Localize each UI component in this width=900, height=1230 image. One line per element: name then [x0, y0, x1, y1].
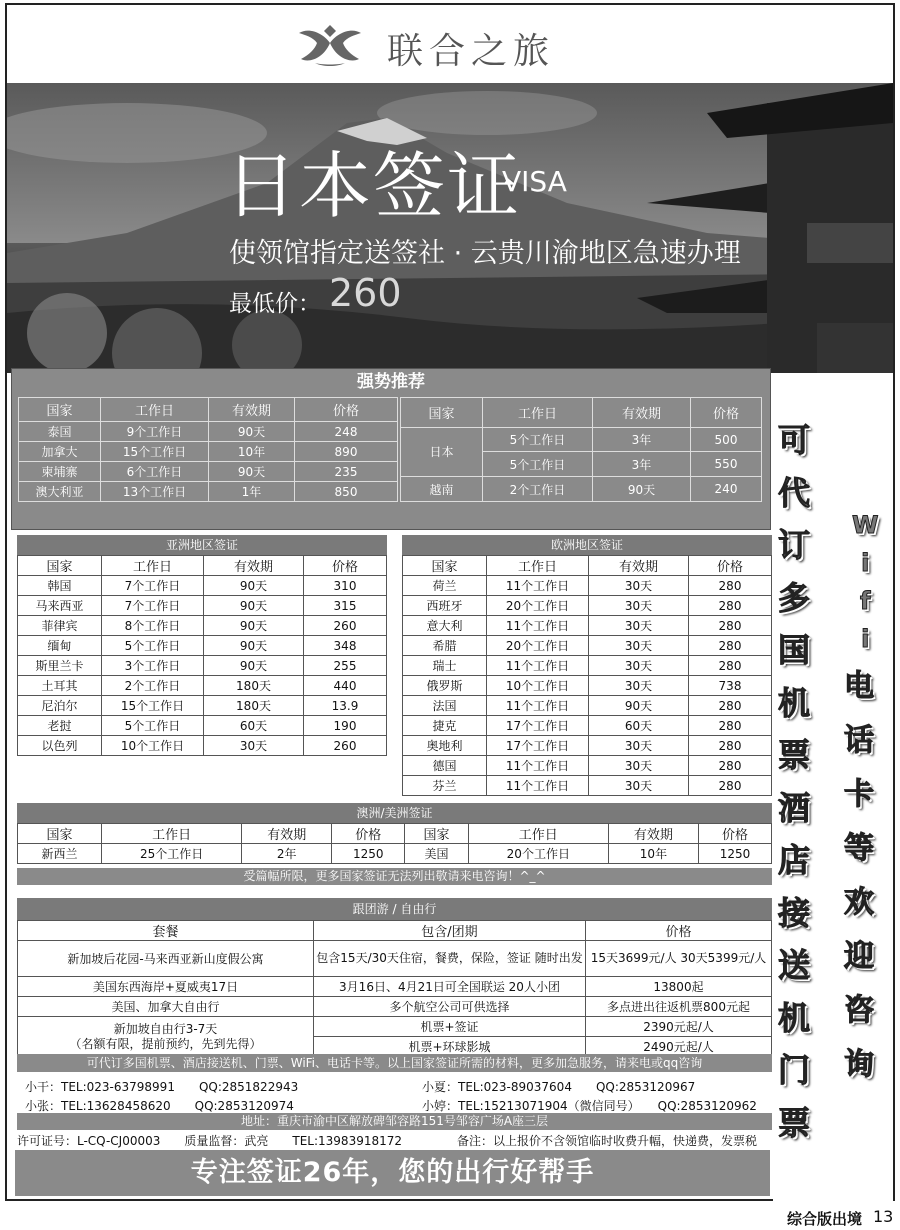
table-row [401, 477, 762, 502]
cell-validity: 30天 [589, 676, 689, 696]
visa-note: 受篇幅所限，更多国家签证无法列出敬请来电咨询！^_^ [17, 868, 772, 885]
table-row [403, 776, 772, 796]
featured-table-left [18, 397, 398, 502]
cell-price: 348 [304, 636, 387, 656]
cell-workdays: 25个工作日 [102, 844, 242, 864]
tours-section [17, 898, 772, 1057]
cell-workdays: 11个工作日 [487, 576, 589, 596]
cell-price: 280 [689, 716, 772, 736]
header-validity: 有效期 [209, 398, 295, 422]
cell-workdays: 8个工作日 [102, 616, 204, 636]
header-country: 国家 [18, 824, 102, 844]
cell-country: 澳大利亚 [19, 482, 101, 502]
cell-includes: 3月16日、4月21日可全国联运 20人小团 [314, 977, 586, 997]
cell-package: 新加坡后花园-马来西亚新山度假公寓 [18, 941, 314, 977]
cell-workdays: 20个工作日 [487, 636, 589, 656]
cell-country: 德国 [403, 756, 487, 776]
cell-validity: 90天 [204, 656, 304, 676]
table-row [403, 596, 772, 616]
cell-country: 以色列 [18, 736, 102, 756]
cell-price: 多点进出往返机票800元起 [586, 997, 772, 1017]
cell-price: 260 [304, 736, 387, 756]
side-char: f [860, 587, 871, 615]
cell-price: 280 [689, 656, 772, 676]
cell-workdays: 15个工作日 [102, 696, 204, 716]
table-row [403, 736, 772, 756]
cell-workdays: 6个工作日 [101, 462, 209, 482]
cell-country: 日本 [401, 427, 483, 477]
table-row [19, 442, 398, 462]
contact-zhang: 小张：TEL:13628458620 QQ:2853120974 [25, 1099, 294, 1113]
tours-table [17, 920, 772, 1057]
side-char: 电 [844, 669, 874, 704]
cell-workdays: 2个工作日 [483, 477, 593, 502]
cell-price: 1250 [699, 844, 772, 864]
cell-price: 440 [304, 676, 387, 696]
cell-workdays: 5个工作日 [102, 716, 204, 736]
header-price: 价格 [295, 398, 398, 422]
side-char: 门 [778, 1051, 811, 1089]
header-validity: 有效期 [589, 556, 689, 576]
cell-validity: 1年 [209, 482, 295, 502]
cell-validity: 90天 [593, 477, 691, 502]
cell-validity: 60天 [204, 716, 304, 736]
table-row [18, 736, 387, 756]
hero-price-label: 最低价： [229, 291, 321, 317]
service-note: 可代订多国机票、酒店接送机、门票、WiFi、电话卡等。以上国家签证所需的材料，更多加急服务，请来电或qq咨询 [17, 1054, 772, 1072]
cell-price: 2390元起/人 [586, 1017, 772, 1037]
header-price: 价格 [304, 556, 387, 576]
header-price: 价格 [691, 398, 762, 428]
cell-country: 新西兰 [18, 844, 102, 864]
table-row [403, 636, 772, 656]
side-char: 接 [778, 893, 811, 932]
header-workdays: 工作日 [487, 556, 589, 576]
cell-validity: 90天 [204, 596, 304, 616]
header-workdays: 工作日 [468, 824, 608, 844]
table-row [403, 676, 772, 696]
header-workdays: 工作日 [102, 824, 242, 844]
table-row [18, 977, 772, 997]
side-char: 询 [844, 1047, 874, 1082]
cell-country: 斯里兰卡 [18, 656, 102, 676]
side-char: 多 [778, 578, 811, 617]
cell-validity: 30天 [589, 576, 689, 596]
oceania-america-section [17, 803, 772, 864]
cell-includes: 多个航空公司可供选择 [314, 997, 586, 1017]
featured-title: 强势推荐 [357, 372, 425, 392]
table-row [18, 656, 387, 676]
cell-package: 美国东西海岸+夏威夷17日 [18, 977, 314, 997]
cell-workdays: 10个工作日 [487, 676, 589, 696]
header-validity: 有效期 [242, 824, 332, 844]
table-row [19, 482, 398, 502]
side-char: W [852, 511, 879, 539]
cell-validity: 30天 [589, 636, 689, 656]
cell-price: 890 [295, 442, 398, 462]
cell-country: 韩国 [18, 576, 102, 596]
cell-validity: 60天 [589, 716, 689, 736]
header-price: 价格 [332, 824, 405, 844]
header-country: 国家 [19, 398, 101, 422]
table-row [18, 1017, 772, 1037]
table-row [18, 941, 772, 977]
header-package: 套餐 [18, 921, 314, 941]
table-row [18, 696, 387, 716]
table-row [19, 462, 398, 482]
cell-package: 美国、加拿大自由行 [18, 997, 314, 1017]
cell-price: 280 [689, 756, 772, 776]
cell-validity: 3年 [593, 427, 691, 452]
contact-gan: 小干：TEL:023-63798991 QQ:2851822943 [25, 1080, 299, 1094]
side-text-inquiry [844, 660, 874, 1092]
cell-country: 美国 [405, 844, 469, 864]
featured-panel [11, 368, 771, 530]
section-tag: 综合版出境 [787, 1210, 863, 1228]
cell-validity: 30天 [589, 736, 689, 756]
cell-validity: 90天 [204, 616, 304, 636]
asia-visa-section [17, 535, 387, 756]
header-price: 价格 [586, 921, 772, 941]
brand-header [7, 5, 893, 83]
oceania-title: 澳洲/美洲签证 [17, 803, 772, 823]
cell-price: 550 [691, 452, 762, 477]
cell-country: 芬兰 [403, 776, 487, 796]
cell-price: 280 [689, 636, 772, 656]
contact-xia: 小夏：TEL:023-89037604 QQ:2853120967 [422, 1080, 696, 1094]
tours-title: 跟团游 / 自由行 [17, 898, 772, 920]
cell-workdays: 5个工作日 [102, 636, 204, 656]
table-row [18, 716, 387, 736]
table-row [18, 576, 387, 596]
cell-price: 1250 [332, 844, 405, 864]
header-validity: 有效期 [593, 398, 691, 428]
side-char: 等 [844, 831, 874, 866]
cell-validity: 2年 [242, 844, 332, 864]
cell-country: 土耳其 [18, 676, 102, 696]
header-country: 国家 [18, 556, 102, 576]
side-char: 国 [778, 631, 811, 669]
cell-includes: 机票+签证 [314, 1017, 586, 1037]
address-bar: 地址：重庆市渝中区解放碑邹容路151号邹容广场A座三层 [17, 1113, 772, 1130]
cell-country: 荷兰 [403, 576, 487, 596]
featured-table-right [400, 397, 762, 502]
side-text-wifi [852, 506, 878, 658]
side-char: 店 [778, 841, 811, 879]
side-char: 票 [778, 1103, 811, 1142]
cell-country: 俄罗斯 [403, 676, 487, 696]
table-row [18, 636, 387, 656]
cell-country: 老挝 [18, 716, 102, 736]
cell-workdays: 3个工作日 [102, 656, 204, 676]
cell-workdays: 11个工作日 [487, 696, 589, 716]
cell-country: 柬埔寨 [19, 462, 101, 482]
side-char: 机 [778, 683, 811, 722]
europe-title: 欧洲地区签证 [402, 535, 772, 555]
cell-price: 280 [689, 696, 772, 716]
cell-price: 280 [689, 736, 772, 756]
header-price: 价格 [689, 556, 772, 576]
table-row [18, 844, 772, 864]
cell-workdays: 17个工作日 [487, 736, 589, 756]
header-workdays: 工作日 [102, 556, 204, 576]
europe-table [402, 555, 772, 796]
cell-workdays: 13个工作日 [101, 482, 209, 502]
table-row [403, 716, 772, 736]
header-country: 国家 [401, 398, 483, 428]
table-row [18, 616, 387, 636]
cell-validity: 90天 [209, 422, 295, 442]
side-char: i [861, 549, 870, 577]
cell-country: 缅甸 [18, 636, 102, 656]
cell-validity: 90天 [209, 462, 295, 482]
cell-workdays: 11个工作日 [487, 656, 589, 676]
cell-price: 235 [295, 462, 398, 482]
cell-validity: 30天 [589, 596, 689, 616]
cell-validity: 90天 [204, 576, 304, 596]
cell-country: 意大利 [403, 616, 487, 636]
header-country: 国家 [405, 824, 469, 844]
side-char: 可 [778, 421, 811, 459]
side-char: 迎 [844, 939, 874, 974]
sg-package-note: （名额有限，提前预约，先到先得） [69, 1036, 262, 1051]
cell-price: 500 [691, 427, 762, 452]
cell-package [18, 1017, 314, 1057]
side-char: 代 [778, 473, 811, 512]
cell-country: 加拿大 [19, 442, 101, 462]
table-row [18, 676, 387, 696]
cell-workdays: 10个工作日 [102, 736, 204, 756]
cell-validity: 30天 [589, 776, 689, 796]
side-char: 送 [778, 946, 811, 984]
header-workdays: 工作日 [483, 398, 593, 428]
cell-workdays: 7个工作日 [102, 576, 204, 596]
cell-country: 奥地利 [403, 736, 487, 756]
table-row [403, 576, 772, 596]
brand-name: 联合之旅 [387, 31, 556, 72]
cell-country: 马来西亚 [18, 596, 102, 616]
side-text-booking [778, 414, 810, 1149]
cell-price: 255 [304, 656, 387, 676]
page-number: 13 [873, 1207, 894, 1226]
hero-subtitle: 使领馆指定送签社 · 云贵川渝地区急速办理 [229, 238, 741, 269]
table-row [18, 596, 387, 616]
cell-price: 240 [691, 477, 762, 502]
header-validity: 有效期 [204, 556, 304, 576]
cell-price: 315 [304, 596, 387, 616]
cell-country: 西班牙 [403, 596, 487, 616]
cell-country: 泰国 [19, 422, 101, 442]
slogan-banner: 专注签证26年，您的出行好帮手 [15, 1150, 770, 1196]
cell-price: 280 [689, 616, 772, 636]
brand-logo-icon [295, 19, 365, 67]
table-row [19, 422, 398, 442]
cell-validity: 3年 [593, 452, 691, 477]
cell-workdays: 20个工作日 [468, 844, 608, 864]
cell-price: 2490元起/人 [586, 1037, 772, 1057]
side-char: 欢 [844, 885, 874, 920]
cell-price: 738 [689, 676, 772, 696]
cell-workdays: 7个工作日 [102, 596, 204, 616]
cell-includes: 包含15天/30天住宿，餐费，保险，签证 随时出发 [314, 941, 586, 977]
cell-validity: 30天 [589, 616, 689, 636]
cell-country: 法国 [403, 696, 487, 716]
cell-country: 希腊 [403, 636, 487, 656]
cell-validity: 10年 [209, 442, 295, 462]
cell-workdays: 9个工作日 [101, 422, 209, 442]
hero-price: 260 [329, 271, 402, 315]
cell-price: 280 [689, 596, 772, 616]
cell-workdays: 5个工作日 [483, 427, 593, 452]
cell-price: 850 [295, 482, 398, 502]
header-validity: 有效期 [608, 824, 698, 844]
header-price: 价格 [699, 824, 772, 844]
cell-country: 菲律宾 [18, 616, 102, 636]
cell-price: 13800起 [586, 977, 772, 997]
cell-validity: 180天 [204, 676, 304, 696]
cell-workdays: 11个工作日 [487, 756, 589, 776]
cell-price: 280 [689, 776, 772, 796]
side-char: i [861, 625, 870, 653]
side-char: 订 [778, 526, 811, 564]
sg-package-name: 新加坡自由行3-7天 [113, 1021, 218, 1036]
side-char: 酒 [778, 788, 811, 827]
side-char: 咨 [844, 993, 874, 1028]
cell-workdays: 11个工作日 [487, 776, 589, 796]
asia-table [17, 555, 387, 756]
cell-price: 15天3699元/人 30天5399元/人 [586, 941, 772, 977]
cell-validity: 90天 [204, 636, 304, 656]
cell-price: 248 [295, 422, 398, 442]
cell-workdays: 11个工作日 [487, 616, 589, 636]
cell-workdays: 15个工作日 [101, 442, 209, 462]
contact-ting: 小婷：TEL:15213071904（微信同号） QQ:2853120962 [422, 1099, 757, 1113]
cell-validity: 30天 [204, 736, 304, 756]
header-includes: 包含/团期 [314, 921, 586, 941]
europe-visa-section [402, 535, 772, 796]
cell-workdays: 5个工作日 [483, 452, 593, 477]
cell-country: 捷克 [403, 716, 487, 736]
side-char: 票 [778, 736, 811, 774]
oceania-table [17, 823, 772, 864]
cell-workdays: 2个工作日 [102, 676, 204, 696]
cell-price: 260 [304, 616, 387, 636]
cell-workdays: 20个工作日 [487, 596, 589, 616]
side-char: 机 [778, 998, 811, 1037]
cell-price: 280 [689, 576, 772, 596]
cell-validity: 30天 [589, 756, 689, 776]
cell-price: 13.9 [304, 696, 387, 716]
hero-title: 日本签证 [225, 144, 522, 228]
cell-country: 尼泊尔 [18, 696, 102, 716]
table-row [403, 616, 772, 636]
price-remark: 备注：以上报价不含领馆临时收费升幅，快递费，发票税 [457, 1134, 758, 1148]
asia-title: 亚洲地区签证 [17, 535, 387, 555]
cell-validity: 90天 [589, 696, 689, 716]
hero-visa-label: VISA [502, 165, 567, 198]
table-row [403, 696, 772, 716]
license-info: 许可证号：L-CQ-CJ00003 质量监督：武亮 TEL:13983918172 [17, 1134, 403, 1148]
table-row [401, 427, 762, 452]
hero-banner [7, 83, 893, 373]
table-row [18, 997, 772, 1017]
cell-price: 310 [304, 576, 387, 596]
cell-includes: 机票+环球影城 [314, 1037, 586, 1057]
cell-workdays: 17个工作日 [487, 716, 589, 736]
table-row [403, 756, 772, 776]
cell-country: 瑞士 [403, 656, 487, 676]
header-workdays: 工作日 [101, 398, 209, 422]
table-row [403, 656, 772, 676]
cell-validity: 30天 [589, 656, 689, 676]
cell-validity: 180天 [204, 696, 304, 716]
header-country: 国家 [403, 556, 487, 576]
side-char: 话 [844, 723, 874, 758]
cell-validity: 10年 [608, 844, 698, 864]
cell-price: 190 [304, 716, 387, 736]
side-char: 卡 [844, 777, 874, 812]
cell-country: 越南 [401, 477, 483, 502]
